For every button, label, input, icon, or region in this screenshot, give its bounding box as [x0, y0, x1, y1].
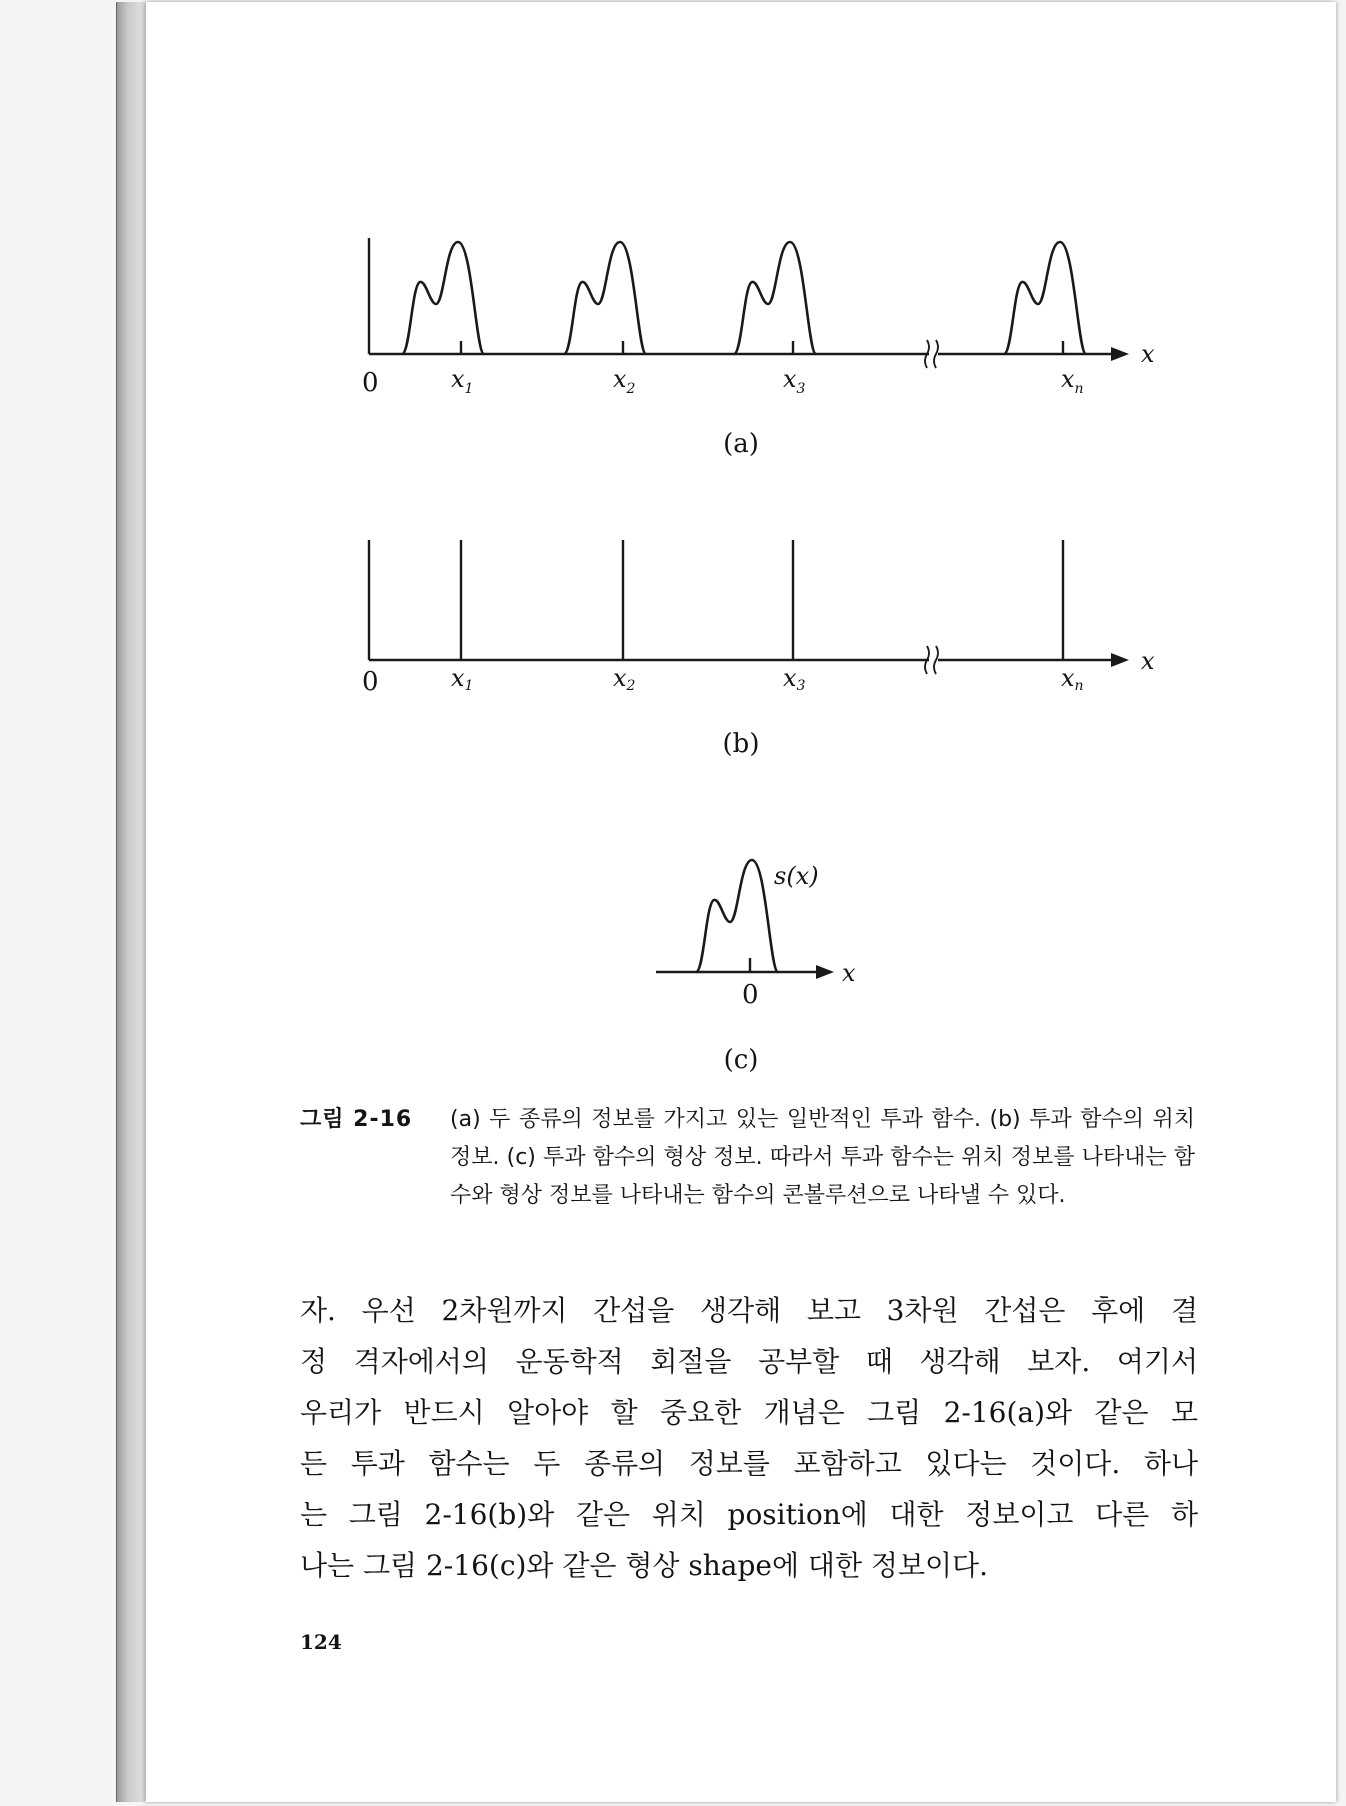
body-paragraph [300, 1285, 1198, 1591]
axis-label-c: x [842, 959, 856, 987]
tick-label-a-2: $x_2$ [613, 365, 636, 397]
tick-label-a-3: $x_3$ [783, 365, 806, 397]
origin-label-a: 0 [362, 368, 379, 398]
book-spine [116, 2, 147, 1802]
arrow-b [1111, 653, 1129, 667]
shape-peak-n [1004, 242, 1086, 354]
axis-label-a: x [1141, 340, 1155, 368]
panel-b [362, 540, 1155, 759]
panel-caption-b: (b) [722, 729, 760, 759]
caption-label: 그림 2-16 [300, 1107, 413, 1132]
shape-peak-1 [402, 242, 484, 354]
shape-peak-2 [564, 242, 646, 354]
body-line: 는 그림 2-16(b)와 같은 위치 position에 대한 정보이고 다른 하 [300, 1498, 1198, 1531]
page-number: 124 [300, 1630, 342, 1654]
shape-function [696, 860, 778, 972]
axis-label-b: x [1141, 647, 1155, 675]
body-line: 나는 그림 2-16(c)와 같은 형상 shape에 대한 정보이다. [300, 1549, 988, 1582]
tick-label-b-3: x3 [783, 664, 806, 694]
body-line: 우리가 반드시 알아야 할 중요한 개념은 그림 2-16(a)와 같은 모 [300, 1396, 1198, 1429]
axis-break-a [925, 340, 938, 368]
panel-caption-c: (c) [723, 1045, 759, 1075]
body-line: 정 격자에서의 운동학적 회절을 공부할 때 생각해 보자. 여기서 [300, 1345, 1198, 1378]
tick-label-a-n: $x_n$ [1061, 365, 1084, 397]
tick-label-a-1: $x_1$ [451, 365, 474, 397]
origin-label-b: 0 [362, 667, 379, 697]
tick-label-b-n: xn [1061, 664, 1084, 694]
function-label: s(x) [774, 862, 819, 890]
arrow-a [1111, 347, 1129, 361]
arrow-c [816, 965, 834, 979]
body-line: 든 투과 함수는 두 종류의 정보를 포함하고 있다는 것이다. 하나 [300, 1447, 1198, 1480]
tick-label-b-1: x1 [451, 664, 474, 694]
body-line: 자. 우선 2차원까지 간섭을 생각해 보고 3차원 간섭은 후에 결 [300, 1294, 1198, 1327]
panel-caption-a: (a) [723, 429, 759, 459]
panel-c [656, 860, 856, 1075]
origin-label-c: 0 [742, 980, 759, 1010]
panel-a [362, 238, 1155, 459]
axis-break-b [925, 646, 938, 674]
shape-peak-3 [734, 242, 816, 354]
caption-text: (a) 두 종류의 정보를 가지고 있는 일반적인 투과 함수. (b) 투과 함수의 위치 정보. (c) 투과 함수의 형상 정보. 따라서 투과 함수는 위치 정보를 나타내는 함수와 형상 정보를 나타내는 함수의 콘볼루션으로 나타낼 수 있다. [450, 1107, 1195, 1208]
tick-label-b-2: x2 [613, 664, 636, 694]
